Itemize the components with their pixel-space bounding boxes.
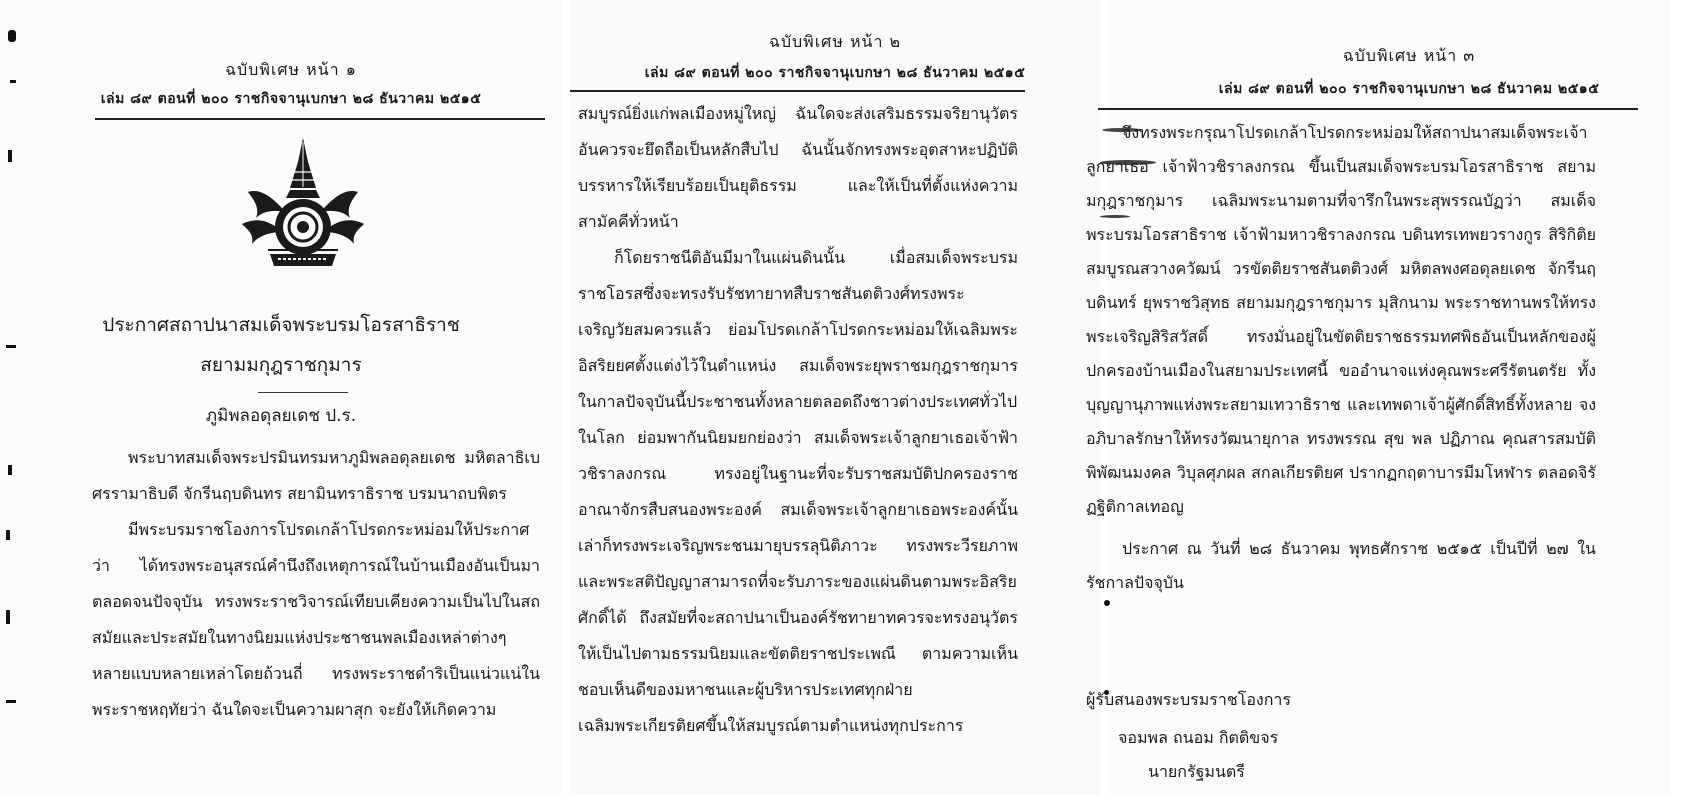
page-header-line1: ฉบับพิเศษ หน้า ๒ [768, 32, 902, 51]
proclamation-subtitle: สยามมกุฎราชกุมาร [200, 354, 362, 376]
scan-mark [1104, 600, 1110, 606]
page-header-line1: ฉบับพิเศษ หน้า ๑ [225, 60, 357, 79]
page-header-line2: เล่ม ๘๙ ตอนที่ ๒๐๐ ราชกิจจานุเบกษา ๒๘ ธันวาคม ๒๕๑๕ [100, 91, 482, 107]
header-rule [570, 90, 1025, 92]
scan-mark [8, 465, 12, 475]
paragraph-continuation: สมบูรณ์ยิ่งแก่พลเมืองหมู่ใหญ่ ฉันใดจะส่งเสริมธรรมจริยานุวัตรอันควรจะยึดถือเป็นหลักสืบไป ฉันนั้นจักทรงพระอุตสาหะปฏิบัติบรรหารให้เรียบร้อยเป็นยุติธรรม และให้เป็นที่ตั้งแห่งความสามัคคีทั่วหน้า [578, 104, 1018, 231]
paragraph-proclamation-date: ประกาศ ณ วันที่ ๒๘ ธันวาคม พุทธศักราช ๒๕๑๕ เป็นปีที่ ๒๗ ในรัชกาลปัจจุบัน [1086, 539, 1596, 592]
page-header-line2: เล่ม ๘๙ ตอนที่ ๒๐๐ ราชกิจจานุเบกษา ๒๘ ธันวาคม ๒๕๑๕ [644, 65, 1026, 81]
body-text [578, 96, 1018, 744]
countersign-title: นายกรัฐมนตรี [1148, 762, 1245, 781]
scan-mark [8, 150, 12, 162]
scan-mark [6, 530, 10, 540]
title-rule [258, 392, 348, 393]
gazette-page-3 [1086, 0, 1670, 795]
header-rule [1098, 108, 1638, 110]
countersign-role: ผู้รับสนองพระบรมราชโองการ [1086, 690, 1291, 709]
scan-mark [6, 700, 16, 703]
scan-mark [8, 30, 16, 42]
royal-signature: ภูมิพลอดุลยเดช ป.ร. [205, 406, 357, 426]
page-header-line1: ฉบับพิเศษ หน้า ๓ [1342, 46, 1476, 65]
countersign-name: จอมพล ถนอม กิตติขจร [1118, 728, 1279, 747]
header-rule [95, 118, 545, 120]
royal-emblem-icon [228, 132, 378, 282]
paragraph-royal-tradition: ก็โดยราชนีติอันมีมาในแผ่นดินนั้น เมื่อสมเด็จพระบรมราชโอรสซึ่งจะทรงรับรัชทายาทสืบราชสันตติวงศ์ทรงพระเจริญวัยสมควรแล้ว ย่อมโปรดเกล้าโปรดกระหม่อมให้เฉลิมพระอิสริยยศตั้งแต่งไว้ในตำแหน่ง สมเด็จพระยุพราชมกุฎราชกุมาร ในกาลปัจจุบันนี้ประชาชนทั้งหลายตลอดถึงชาวต่างประเทศทั่วไปในโลก ย่อมพากันนิยมยกย่องว่า สมเด็จพระเจ้าลูกยาเธอเจ้าฟ้าวชิราลงกรณ ทรงอยู่ในฐานะที่จะรับราชสมบัติปกครองราชอาณาจักรสืบสนองพระองค์ สมเด็จพระเจ้าลูกยาเธอพระองค์นั้นเล่าก็ทรงพระเจริญพระชนมายุบรรลุนิติภาวะ ทรงพระวีรยภาพและพระสติปัญญาสามารถที่จะรับภาระของแผ่นดินตามพระอิสริยศักดิ์ได้ ถึงสมัยที่จะสถาปนาเป็นองค์รัชทายาทควรจะทรงอนุวัตรให้เป็นไปตามธรรมนิยมและขัตติยราชประเพณี ตามความเห็นชอบเห็นดีของมหาชนและผู้บริหารประเทศทุกฝ่าย เฉลิมพระเกียรติยศขึ้นให้สมบูรณ์ตามตำแหน่งทุกประการ [578, 248, 1018, 735]
body-text [1086, 116, 1596, 600]
gazette-page-2 [570, 0, 1100, 795]
proclamation-title: ประกาศสถาปนาสมเด็จพระบรมโอรสาธิราช [102, 314, 460, 336]
gazette-page-1 [0, 0, 562, 795]
body-text [92, 440, 540, 728]
paragraph-king-title: พระบาทสมเด็จพระปรมินทรมหาภูมิพลอดุลยเดช มหิตลาธิเบศรรามาธิบดี จักรีนฤบดินทร สยามินทราธิราช บรมนาถบพิตร [92, 448, 540, 503]
paragraph-royal-command: มีพระบรมราชโองการโปรดเกล้าโปรดกระหม่อมให้ประกาศว่า ได้ทรงพระอนุสรณ์คำนึงถึงเหตุการณ์ในบ้านเมืองอันเป็นมาตลอดจนปัจจุบัน ทรงพระราชวิจารณ์เทียบเคียงความเป็นไปในสถสมัยและประสมัยในทางนิยมแห่งประชาชนพลเมืองเหล่าต่างๆ หลายแบบหลายเหล่าโดยถ้วนถี่ ทรงพระราชดำริเป็นแน่วแน่ในพระราชหฤทัยว่า ฉันใดจะเป็นความผาสุก จะยังให้เกิดความ [92, 520, 540, 719]
paragraph-investiture: จึงทรงพระกรุณาโปรดเกล้าโปรดกระหม่อมให้สถาปนาสมเด็จพระเจ้าลูกยาเธอ เจ้าฟ้าวชิราลงกรณ ขึ้นเป็นสมเด็จพระบรมโอรสาธิราช สยามมกุฎราชกุมาร เฉลิมพระนามตามที่จารึกในพระสุพรรณบัฏว่า สมเด็จพระบรมโอรสาธิราช เจ้าฟ้ามหาวชิราลงกรณ บดินทรเทพยวรางกูร สิริกิติยสมบูรณสวางควัฒน์ วรขัตติยราชสันตติวงศ์ มหิตลพงศอดุลยเดช จักรีนฤบดินทร์ ยุพราชวิสุทธ สยามมกุฎราชกุมาร มุสิกนาม พระราชทานพรให้ทรงพระเจริญสิริสวัสดิ์ ทรงมั่นอยู่ในขัตติยราชธรรมทศพิธอันเป็นหลักของผู้ปกครองบ้านเมืองในสยามประเทศนี้ ขออำนาจแห่งคุณพระศรีรัตนตรัย ทั้งบุญญานุภาพแห่งพระสยามเทวาธิราช และเทพดาเจ้าผู้ศักดิ์สิทธิ์ทั้งหลาย จงอภิบาลรักษาให้ทรงวัฒนายุกาล ทรงพรรณ สุข พล ปฏิภาณ คุณสารสมบัติพิพัฒนมงคล วิบุลศุภผล สกลเกียรติยศ ปรากฏกฤตาบารมีมโหฬาร ตลอดจิรัฏฐิติกาลเทอญ [1086, 123, 1596, 516]
page-header-line2: เล่ม ๘๙ ตอนที่ ๒๐๐ ราชกิจจานุเบกษา ๒๘ ธันวาคม ๒๕๑๕ [1218, 81, 1600, 97]
scan-mark [6, 610, 10, 624]
